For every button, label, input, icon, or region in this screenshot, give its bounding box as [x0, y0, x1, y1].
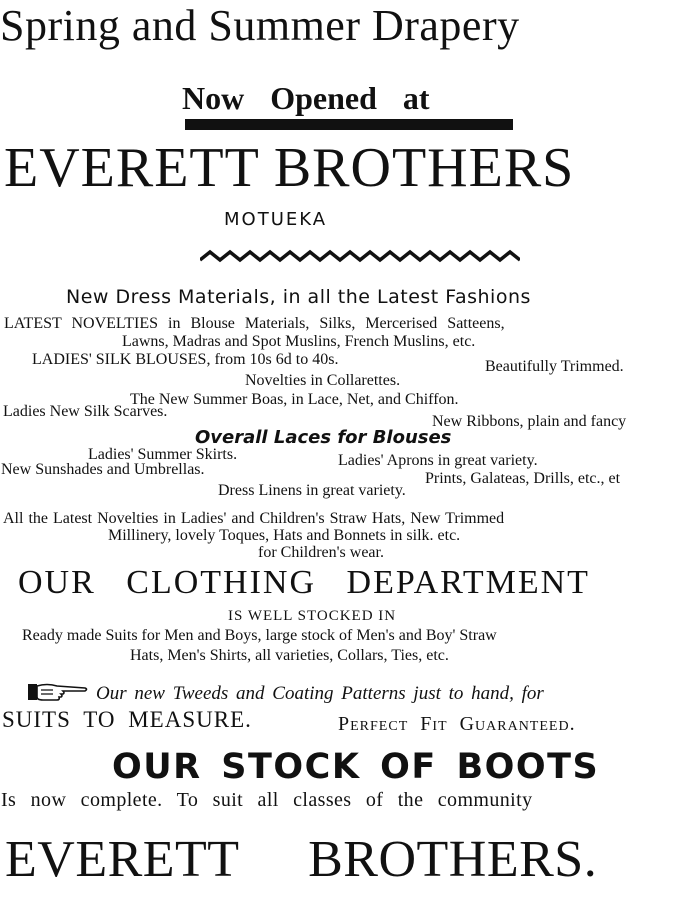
boots-heading: OUR STOCK OF BOOTS [112, 747, 600, 787]
town-name: MOTUEKA [224, 209, 328, 230]
rule-bar [185, 119, 513, 130]
copy-line: LATEST NOVELTIES in Blouse Materials, Silks, Mercerised Satteens, [4, 315, 505, 332]
tweeds-notice: Our new Tweeds and Coating Patterns just to hand, for [96, 683, 544, 704]
brand-name-top: EVERETT BROTHERS [4, 137, 575, 199]
copy-line: New Sunshades and Umbrellas. [1, 461, 205, 478]
wave-ornament-icon [200, 248, 520, 264]
copy-line: All the Latest Novelties in Ladies' and Children's Straw Hats, New Trimmed [3, 510, 505, 527]
clothing-subheading: IS WELL STOCKED IN [228, 608, 397, 624]
copy-line: Novelties in Collarettes. [245, 372, 401, 389]
copy-line: Beautifully Trimmed. [485, 358, 624, 375]
copy-line: Ladies' Aprons in great variety. [338, 452, 538, 469]
suits-to-measure: SUITS TO MEASURE. [2, 707, 252, 732]
copy-line: Prints, Galateas, Drills, etc., et [425, 470, 621, 487]
copy-line: Ladies' Summer Skirts. [88, 446, 238, 463]
copy-line: Lawns, Madras and Spot Muslins, French Muslins, etc. [122, 333, 476, 350]
boots-copy: Is now complete. To suit all classes of the community [1, 789, 533, 811]
fit-guarantee: Perfect Fit Guaranteed. [338, 713, 576, 735]
copy-line: Millinery, lovely Toques, Hats and Bonnets in silk. etc. [108, 527, 461, 544]
copy-line: LADIES' SILK BLOUSES, from 10s 6d to 40s. [32, 351, 339, 368]
laces-heading: Overall Laces for Blouses [195, 427, 452, 448]
copy-line: Ready made Suits for Men and Boys, large stock of Men's and Boy' Straw [22, 627, 497, 644]
dress-materials-heading: New Dress Materials, in all the Latest Fashions [66, 286, 531, 308]
brand-name-bottom: EVERETT BROTHERS. [5, 831, 598, 888]
clothing-department-heading: OUR CLOTHING DEPARTMENT [18, 564, 590, 601]
headline-now-opened: Now Opened at [182, 80, 430, 116]
copy-line: for Children's wear. [258, 544, 384, 561]
copy-line: New Ribbons, plain and fancy [432, 413, 627, 430]
pointing-hand-icon [27, 681, 89, 703]
copy-line: Dress Linens in great variety. [218, 482, 406, 499]
copy-line: Hats, Men's Shirts, all varieties, Collars, Ties, etc. [130, 647, 449, 664]
headline-title: Spring and Summer Drapery [0, 1, 520, 50]
copy-line: Ladies New Silk Scarves. [3, 403, 168, 420]
copy-line: The New Summer Boas, in Lace, Net, and Chiffon. [130, 391, 459, 408]
